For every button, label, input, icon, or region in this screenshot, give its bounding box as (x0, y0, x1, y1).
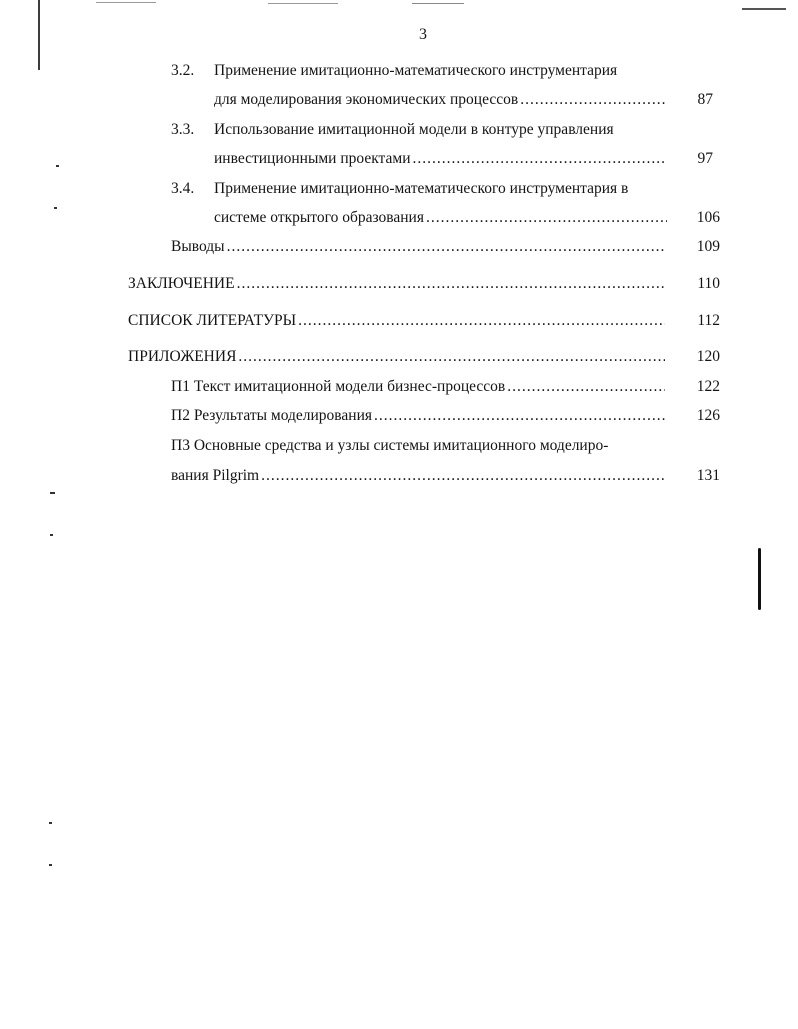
scan-dot (50, 534, 53, 536)
scan-bar (758, 548, 761, 610)
dot-leader (238, 347, 665, 367)
dot-leader (374, 406, 665, 426)
toc-title-line: вания Pilgrim ..... (171, 466, 667, 486)
scan-mark (96, 2, 156, 3)
scan-dot (56, 165, 59, 167)
toc-title-line: для моделирования экономических процессов ..... (214, 90, 669, 110)
toc-page-number: 109 (696, 238, 720, 255)
dot-leader (413, 149, 668, 169)
toc-title-line: системе открытого образования ..... (214, 208, 669, 228)
toc-page-number: 97 (697, 150, 713, 167)
scan-dot (54, 207, 57, 209)
dot-leader (261, 466, 665, 486)
dot-leader (426, 208, 667, 228)
toc-title-line: Выводы ..... (171, 237, 667, 257)
toc-title-line: П2 Результаты моделирования ..... (171, 406, 667, 426)
dot-leader (237, 274, 665, 294)
scan-dot (49, 864, 52, 866)
toc-page-number: 112 (697, 312, 720, 329)
toc-title-line: Применение имитационно-математического инструментария в (214, 180, 629, 197)
dot-leader (227, 237, 665, 257)
toc-page-number: 87 (697, 91, 713, 108)
scan-mark (412, 3, 464, 4)
toc-page-number: 122 (696, 378, 720, 395)
scan-dot (49, 822, 52, 824)
toc-number: 3.2. (171, 62, 195, 79)
scan-mark (742, 8, 786, 10)
toc-title-line: ЗАКЛЮЧЕНИЕ ..... (128, 274, 667, 294)
toc-title-line: Использование имитационной модели в контуре управления (214, 121, 614, 138)
toc-number: 3.3. (171, 121, 195, 138)
dot-leader (507, 377, 665, 397)
toc-page-number: 106 (696, 209, 720, 226)
dot-leader (298, 311, 665, 331)
toc-title-line: инвестиционными проектами ..... (214, 149, 669, 169)
toc-page-number: 110 (697, 275, 720, 292)
toc-title-line: П1 Текст имитационной модели бизнес-процессов ..... (171, 377, 667, 397)
toc-title-line: П3 Основные средства и узлы системы имитационного моделиро- (171, 437, 609, 454)
toc-page-number: 120 (696, 348, 720, 365)
toc-page-number: 131 (696, 467, 720, 484)
scan-mark (268, 3, 338, 4)
toc-number: 3.4. (171, 180, 195, 197)
scan-dot (50, 492, 55, 494)
toc-title-line: ПРИЛОЖЕНИЯ ..... (128, 347, 667, 367)
toc-title-line: СПИСОК ЛИТЕРАТУРЫ ..... (128, 311, 667, 331)
page-number: 3 (419, 26, 427, 43)
dot-leader (520, 90, 667, 110)
toc-page-number: 126 (696, 407, 720, 424)
toc-title-line: Применение имитационно-математического инструментария (214, 62, 618, 79)
